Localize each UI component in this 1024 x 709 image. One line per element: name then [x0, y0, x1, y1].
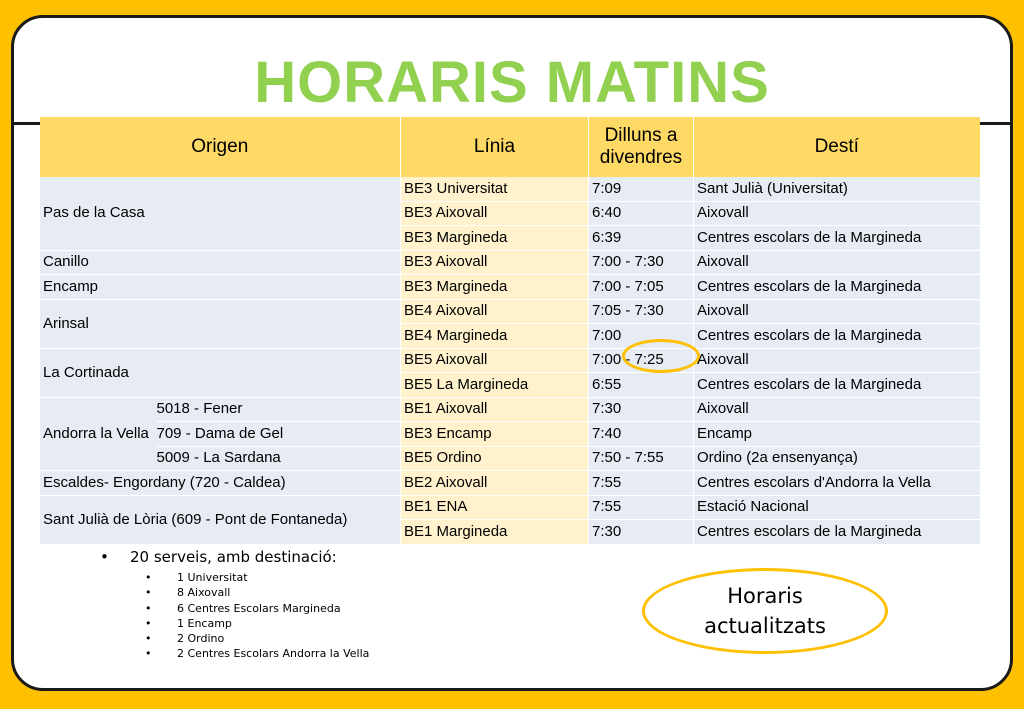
time-cell: 7:55: [589, 471, 694, 496]
origin-cell: Canillo: [40, 250, 401, 275]
table-row: [40, 250, 980, 275]
list-item-text: 1 Universitat: [177, 571, 248, 584]
time-cell: 7:00 - 7:25: [589, 348, 694, 373]
list-item: [145, 631, 369, 646]
table-row: [40, 446, 980, 471]
table-row: [40, 348, 980, 373]
bullet-icon: •: [100, 548, 109, 566]
table-row: [40, 422, 980, 447]
header-origin: Origen: [40, 117, 401, 177]
line-cell: BE5 Ordino: [401, 446, 589, 471]
time-cell: 6:40: [589, 201, 694, 226]
updated-badge: [642, 568, 888, 654]
header-line: Línia: [401, 117, 589, 177]
list-item-text: 6 Centres Escolars Margineda: [177, 601, 341, 615]
dest-cell: Centres escolars de la Margineda: [694, 226, 980, 251]
list-item: [145, 646, 369, 661]
origin-cell: Encamp: [40, 275, 401, 300]
dest-cell: Aixovall: [694, 250, 980, 275]
origin-cell: Pas de la Casa: [40, 177, 401, 250]
time-cell: 7:55: [589, 495, 694, 520]
origin-cell: Escaldes- Engordany (720 - Caldea): [40, 471, 401, 496]
list-item: [145, 570, 369, 585]
list-item-text: 8 Aixovall: [177, 586, 231, 600]
origin-cell: Arinsal: [40, 299, 401, 348]
dest-cell: Aixovall: [694, 299, 980, 324]
table-row: [40, 275, 980, 300]
dest-cell: Centres escolars de la Margineda: [694, 324, 980, 349]
table-row: [40, 299, 980, 324]
line-cell: BE1 ENA: [401, 495, 589, 520]
dest-cell: Centres escolars de la Margineda: [694, 275, 980, 300]
schedule-table: [39, 117, 980, 545]
time-cell: 7:00: [589, 324, 694, 349]
line-cell: BE3 Universitat: [401, 177, 589, 201]
dest-cell: Estació Nacional: [694, 495, 980, 520]
line-cell: BE4 Aixovall: [401, 299, 589, 324]
bullet-icon: •: [145, 647, 152, 661]
services-notes: [100, 548, 369, 662]
line-cell: BE4 Margineda: [401, 324, 589, 349]
table-row: [40, 471, 980, 496]
stop-cell: 5009 - La Sardana: [157, 446, 401, 471]
line-cell: BE3 Margineda: [401, 226, 589, 251]
time-cell: 7:05 - 7:30: [589, 299, 694, 324]
origin-cell: Sant Julià de Lòria (609 - Pont de Fontaneda): [40, 495, 401, 544]
origin-cell: Andorra la Vella: [40, 397, 157, 471]
table-header-row: [40, 117, 980, 177]
table-row: [40, 495, 980, 520]
list-item: [145, 601, 369, 616]
dest-cell: Sant Julià (Universitat): [694, 177, 980, 201]
bullet-icon: •: [145, 586, 152, 600]
dest-cell: Ordino (2a ensenyança): [694, 446, 980, 471]
list-item-text: 1 Encamp: [177, 616, 232, 630]
time-cell: 7:30: [589, 520, 694, 545]
list-item-text: 2 Ordino: [177, 632, 225, 646]
time-cell: 7:00 - 7:05: [589, 275, 694, 300]
dest-cell: Aixovall: [694, 348, 980, 373]
time-cell: 7:00 - 7:30: [589, 250, 694, 275]
dest-cell: Aixovall: [694, 201, 980, 226]
list-item-text: 2 Centres Escolars Andorra la Vella: [177, 647, 370, 661]
origin-cell: La Cortinada: [40, 348, 401, 397]
list-item: [145, 616, 369, 631]
line-cell: BE3 Margineda: [401, 275, 589, 300]
line-cell: BE5 Aixovall: [401, 348, 589, 373]
time-cell: 6:55: [589, 373, 694, 398]
list-item: [145, 585, 369, 600]
notes-list: [145, 570, 369, 662]
dest-cell: Centres escolars d'Andorra la Vella: [694, 471, 980, 496]
line-cell: BE1 Margineda: [401, 520, 589, 545]
table-row: [40, 397, 980, 422]
line-cell: BE3 Aixovall: [401, 250, 589, 275]
line-cell: BE3 Encamp: [401, 422, 589, 447]
bullet-icon: •: [145, 616, 152, 630]
updated-line-1: Horaris: [727, 584, 803, 608]
page-title: HORARIS MATINS: [254, 50, 770, 115]
line-cell: BE3 Aixovall: [401, 201, 589, 226]
highlight-circle: [622, 339, 700, 373]
time-cell: 7:09: [589, 177, 694, 201]
time-cell: 7:30: [589, 397, 694, 422]
dest-cell: Centres escolars de la Margineda: [694, 373, 980, 398]
stop-cell: 5018 - Fener: [157, 397, 401, 422]
table-row: [40, 177, 980, 201]
line-cell: BE2 Aixovall: [401, 471, 589, 496]
dest-cell: Centres escolars de la Margineda: [694, 520, 980, 545]
stop-cell: 709 - Dama de Gel: [157, 422, 401, 447]
bullet-icon: •: [145, 632, 152, 646]
notes-main-text: 20 serveis, amb destinació:: [130, 548, 337, 566]
time-cell: 7:40: [589, 422, 694, 447]
dest-cell: Aixovall: [694, 397, 980, 422]
bullet-icon: •: [145, 601, 152, 615]
time-cell: 6:39: [589, 226, 694, 251]
line-cell: BE1 Aixovall: [401, 397, 589, 422]
dest-cell: Encamp: [694, 422, 980, 447]
header-destination: Destí: [694, 117, 980, 177]
time-cell: 7:50 - 7:55: [589, 446, 694, 471]
bullet-icon: •: [145, 571, 152, 584]
updated-line-2: actualitzats: [704, 614, 826, 638]
notes-main-bullet: [100, 548, 369, 566]
line-cell: BE5 La Margineda: [401, 373, 589, 398]
header-days: Dilluns a divendres: [589, 117, 694, 177]
